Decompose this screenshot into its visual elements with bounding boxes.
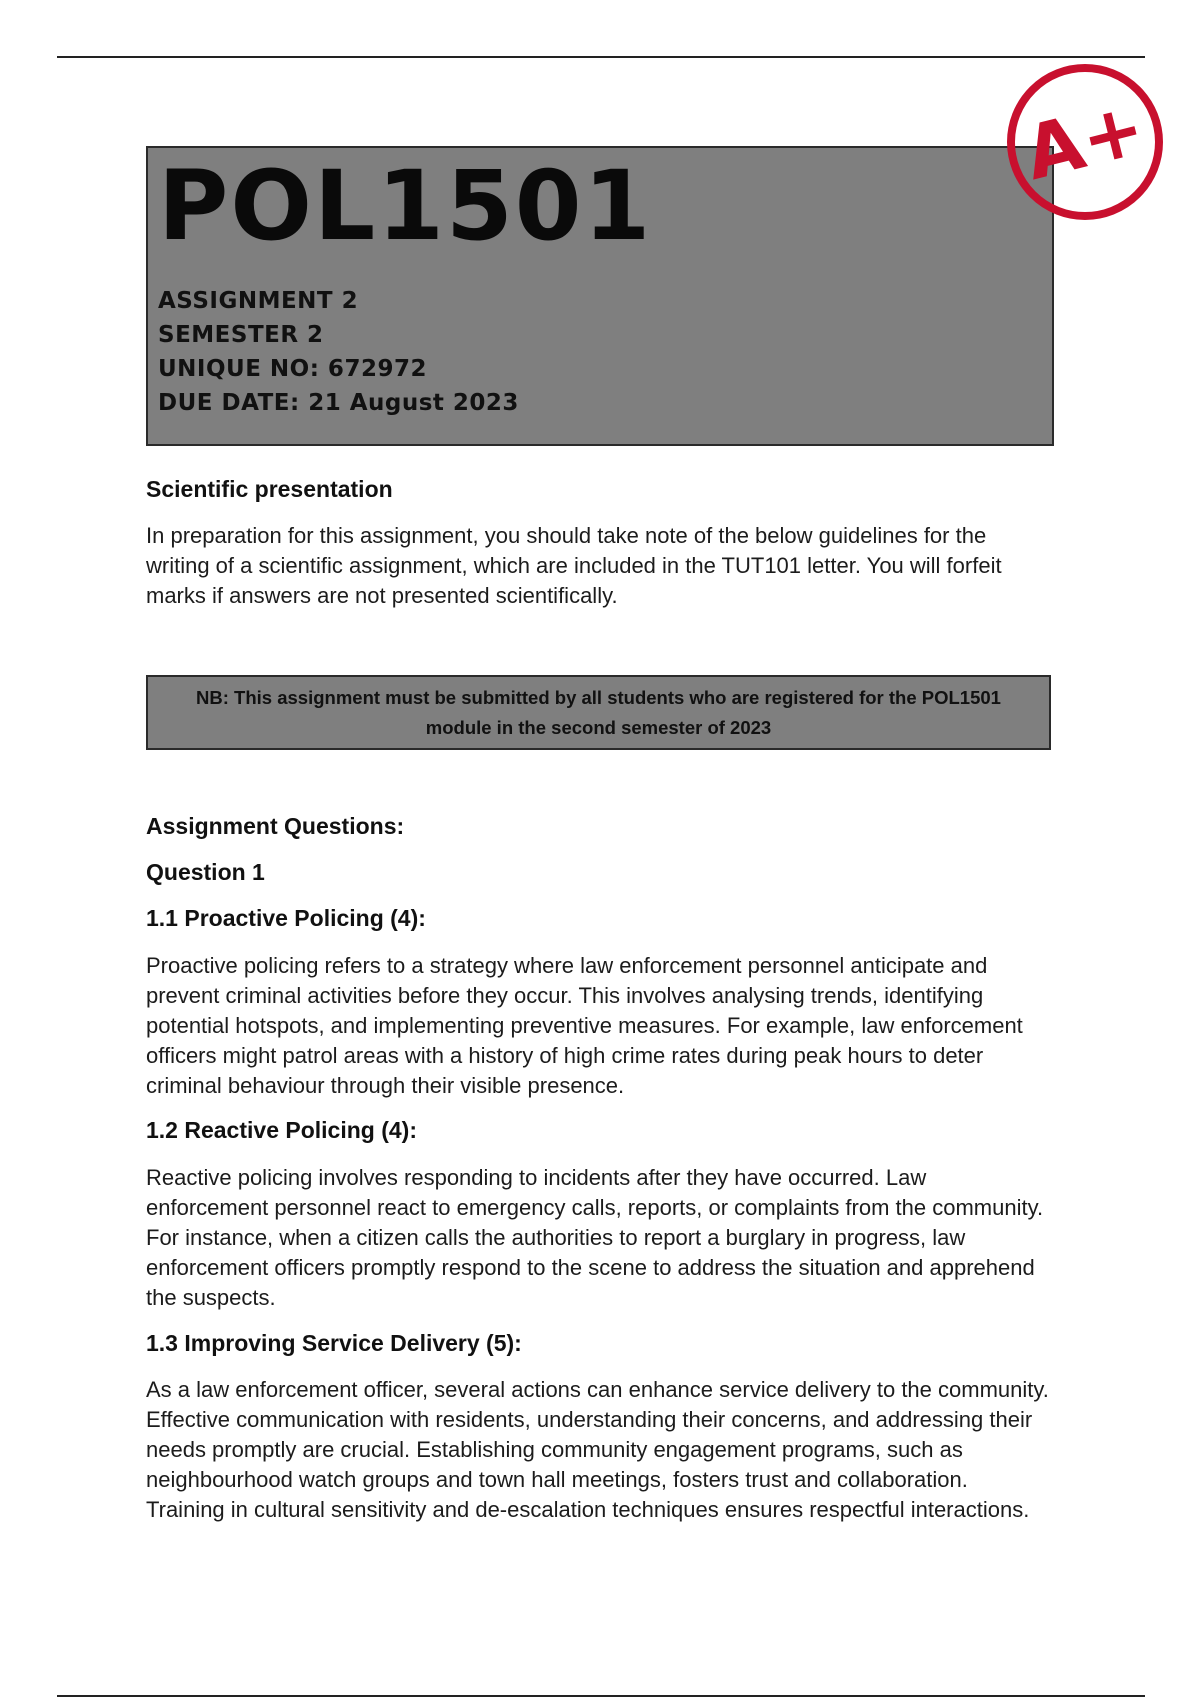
question-1-label: Question 1 xyxy=(146,859,265,885)
question-1-3-title: 1.3 Improving Service Delivery (5): xyxy=(146,1330,522,1356)
notice-text: NB: This assignment must be submitted by all students who are registered for the POL1501 module in the second semester of 2023 xyxy=(196,686,1001,738)
scientific-heading: Scientific presentation xyxy=(146,476,393,502)
notice-box xyxy=(146,675,1051,750)
question-1-1-body: Proactive policing refers to a strategy where law enforcement personnel anticipate and prevent criminal activities before they occur. This involves analysing trends, identifying potential hotspots, and implementing preventive measures. For example, law enforcement officers might patrol areas with a history of high crime rates during peak hours to deter criminal behaviour through their visible presence. xyxy=(146,953,1023,1098)
due-date: DUE DATE: 21 August 2023 xyxy=(158,390,519,416)
question-1-2-body: Reactive policing involves responding to incidents after they have occurred. Law enforcement personnel react to emergency calls, reports, or complaints from the community. For instance, when a citizen calls the authorities to report a burglary in progress, law enforcement officers promptly respond to the scene to address the situation and apprehend the suspects. xyxy=(146,1165,1044,1310)
top-rule xyxy=(57,56,1145,58)
course-code: POL1501 xyxy=(158,150,653,262)
question-1-3-body: As a law enforcement officer, several actions can enhance service delivery to the community. Effective communication with residents, understanding their concerns, and addressing their needs promptly are crucial. Establishing community engagement programs, such as neighbourhood watch groups and town hall meetings, fosters trust and collaboration. Training in cultural sensitivity and de-escalation techniques ensures respectful interactions. xyxy=(146,1377,1049,1522)
question-1-2-title: 1.2 Reactive Policing (4): xyxy=(146,1117,417,1143)
assignment-number: ASSIGNMENT 2 xyxy=(158,288,359,314)
assignment-questions-heading: Assignment Questions: xyxy=(146,813,405,839)
unique-number: UNIQUE NO: 672972 xyxy=(158,356,427,382)
bottom-rule xyxy=(57,1695,1145,1697)
scientific-body: In preparation for this assignment, you should take note of the below guidelines for the writing of a scientific assignment, which are included in the TUT101 letter. You will forfeit marks if answers are not presented scientifically. xyxy=(146,523,1002,608)
question-1-1-title: 1.1 Proactive Policing (4): xyxy=(146,905,426,931)
grade-stamp-icon xyxy=(1005,62,1165,222)
semester: SEMESTER 2 xyxy=(158,322,324,348)
grade-stamp-text: A+ xyxy=(1016,84,1154,198)
title-banner xyxy=(146,146,1054,446)
